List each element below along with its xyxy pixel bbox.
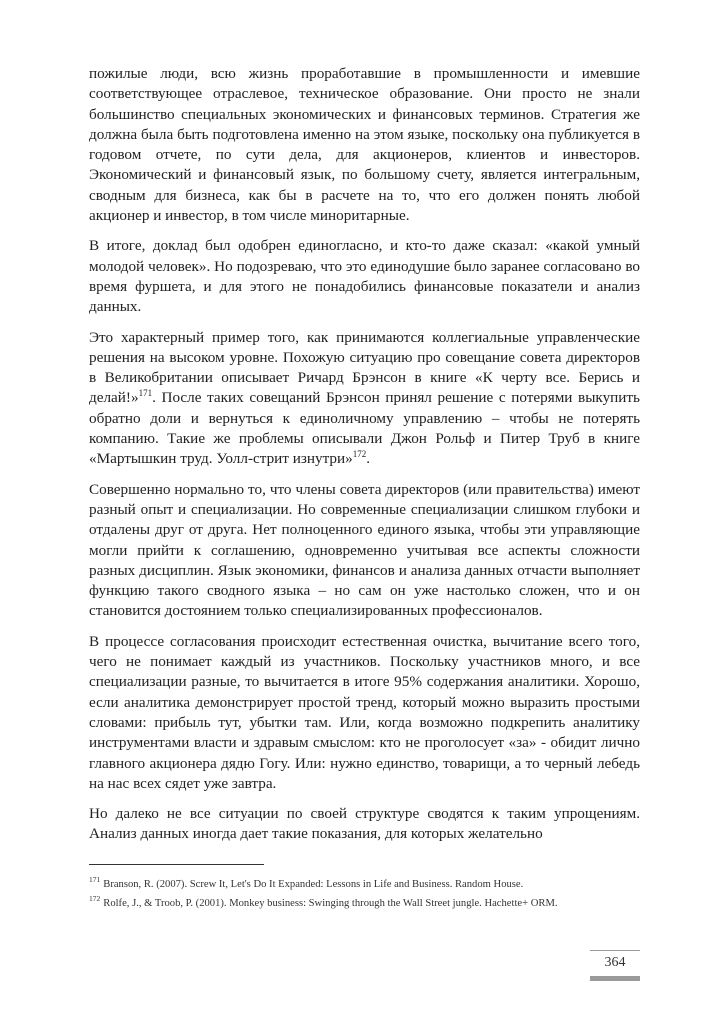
body-text	[89, 64, 640, 855]
paragraph: Но далеко не все ситуации по своей структуре сводятся к таким упрощениям. Анализ данных иногда дает такие показания, для которых желательно	[89, 805, 640, 843]
page-number-bar	[590, 976, 640, 981]
paragraph-text: .	[366, 450, 371, 468]
paragraph: В итоге, доклад был одобрен единогласно, и кто-то даже сказал: «какой умный молодой человек». Но подозреваю, что это единодушие было заранее согласовано во время фуршета, и для этого не понадобились финансовые показатели и анализ данных.	[89, 237, 640, 316]
paragraph	[89, 328, 640, 470]
footnote-text: Rolfe, J., & Troob, P. (2001). Monkey business: Swinging through the Wall Street jungle. Hachette+ ORM.	[103, 897, 558, 909]
paragraph-text: . После таких совещаний Брэнсон принял решение с потерями выкупить обратно доли и вернуться к единоличному управлению – чтобы не потерять компанию. Такие же проблемы описывали Джон Рольф и Питер Труб в книге «Мартышкин труд. Уолл-стрит изнутри»	[89, 389, 640, 468]
footnote	[89, 893, 640, 911]
paragraph-text: Это характерный пример того, как принимаются коллегиальные управленческие решения на высоком уровне. Похожую ситуацию про совещание совета директоров в Великобритании описывает Ричард Брэнсон в книге «К черту все. Берись и делай!»	[89, 328, 640, 407]
footnote-number: 172	[89, 893, 101, 903]
paragraph: пожилые люди, всю жизнь проработавшие в промышленности и имевшие соответствующее отраслевое, техническое образование. Они просто не знали большинство специальных экономических и финансовых терминов. Стратегия же должна была быть подготовлена именно на этом языке, поскольку она публикуется в годовом отчете, по сути дела, для акционеров, клиентов и инвесторов. Экономический и финансовый язык, по большому счету, является интегральным, сводным для бизнеса, как бы в расчете на то, что его должен понять любой акционер и инвестор, в том числе миноритарные.	[89, 65, 640, 225]
footnote-text: Branson, R. (2007). Screw It, Let's Do It Expanded: Lessons in Life and Business. Random House.	[103, 879, 524, 890]
footnote-number: 171	[89, 875, 101, 885]
footnote-reference[interactable]: 172	[352, 449, 367, 460]
page-number: 364	[604, 955, 626, 970]
footnote	[89, 875, 640, 892]
footnote-reference[interactable]: 171	[138, 388, 153, 399]
paragraph: В процессе согласования происходит естественная очистка, вычитание всего того, чего не понимает каждый из участников. Поскольку участников много, и все специализации разные, то вычитается в итоге 95% содержания аналитики. Хорошо, если аналитика демонстрирует простой тренд, который можно выразить простыми словами: прибыль тут, убытки там. Или, когда возможно подкрепить аналитику инструментами власти и здравым смыслом: кто не проголосует «за» - обидит лично главного акционера дядю Гогу. Или: нужно единство, товарищи, а то черный лебедь на нас всех сядет уже завтра.	[89, 632, 640, 792]
paragraph: Совершенно нормально то, что члены совета директоров (или правительства) имеют разный опыт и специализации. Но современные специализации слишком глубоки и отдалены друг от друга. Нет полноценного единого языка, чтобы эти управляющие могли прийти к соглашению, одновременно учитывая все аспекты сложности разных дисциплин. Язык экономики, финансов и анализа данных отчасти выполняет функцию такого сводного языка – но сам он уже настолько сложен, что и он становится достоянием только специализированных профессионалов.	[89, 480, 640, 620]
footnote-divider	[89, 864, 264, 865]
footnotes	[89, 875, 640, 915]
page-number-box	[590, 950, 640, 981]
